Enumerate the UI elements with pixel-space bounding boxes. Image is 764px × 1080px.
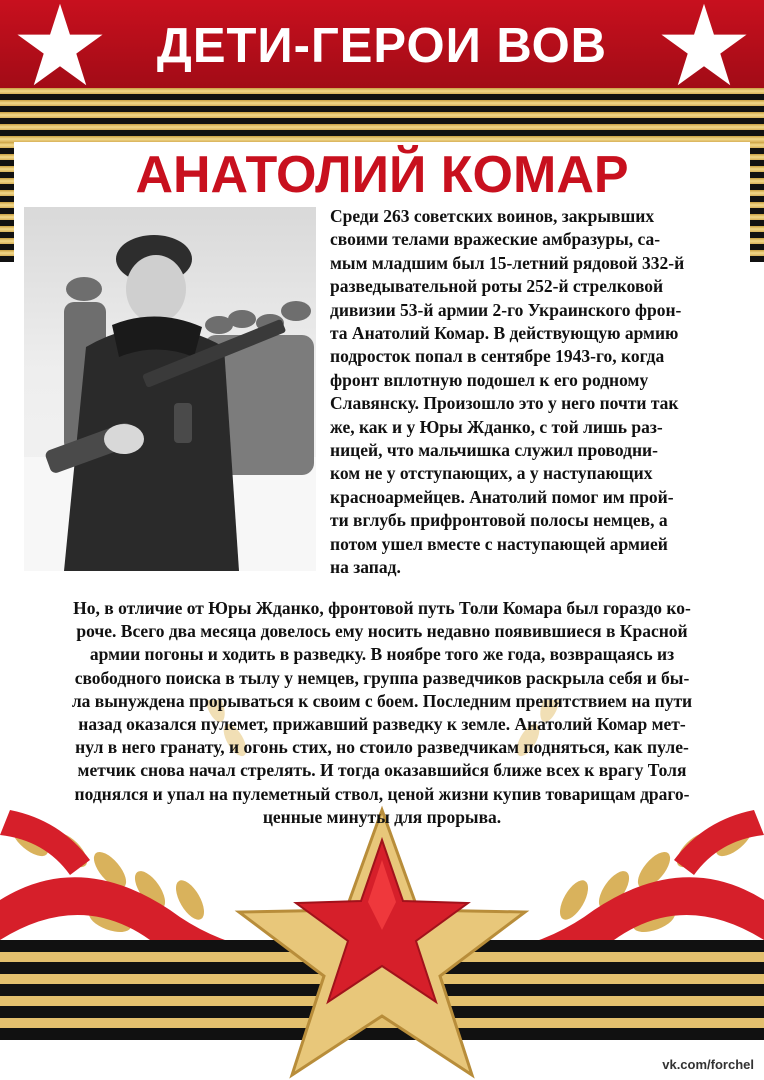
text-line: роче. Всего два месяца довелось ему носить недавно появившиеся в Красной	[76, 621, 688, 642]
text-line: ти вглубь прифронтовой полосы немцев, а	[330, 510, 668, 531]
hero-name: АНАТОЛИЙ КОМАР	[135, 146, 629, 204]
text-line: Но, в отличие от Юры Жданко, фронтовой путь Толи Комара был гораздо ко-	[73, 598, 691, 618]
paragraph-intro	[330, 205, 740, 580]
text-line: фронт вплотную подошел к его родному	[330, 369, 649, 390]
source-credit: vk.com/forchel	[662, 1057, 754, 1072]
text-line: дивизии 53-й армии 2-го Украинского фрон-	[330, 299, 682, 320]
text-line: своими телами вражеские амбразуры, са-	[330, 229, 661, 250]
text-line: нул в него гранату, и огонь стих, но стоило разведчикам подняться, как пуле-	[75, 737, 689, 758]
text-line: та Анатолий Комар. В действующую армию	[330, 323, 679, 344]
text-line: ком не у отступающих, а у наступающих	[330, 463, 653, 484]
text-line: поднялся и упал на пулеметный ствол, ценой жизни купив товарищам драго-	[74, 783, 690, 804]
text-line: назад оказался пулемет, прижавший разведку к земле. Анатолий Комар мет-	[78, 714, 686, 735]
paragraph-main	[20, 597, 744, 829]
text-line: разведывательной роты 252-й стрелковой	[330, 276, 664, 297]
text-line: же, как и у Юры Жданко, с той лишь раз-	[330, 416, 663, 437]
text-line: армии погоны и ходить в разведку. В ноябре того же года, возвращаясь из	[89, 644, 675, 665]
header-banner	[0, 0, 764, 90]
st-george-ribbon-top	[0, 88, 764, 142]
left-star-icon	[14, 2, 106, 88]
right-star-icon	[658, 2, 750, 88]
text-line: подросток попал в сентябре 1943-го, когда	[330, 346, 665, 367]
text-line: мым младшим был 15-летний рядовой 332-й	[330, 252, 685, 273]
text-line: на запад.	[330, 557, 401, 578]
text-line: потом ушел вместе с наступающей армией	[330, 533, 668, 554]
text-line: ла вынуждена прорываться к своим с боем. Последним препятствием на пути	[71, 690, 693, 711]
text-line: метчик снова начал стрелять. И тогда оказавшийся ближе всех к врагу Толя	[77, 760, 687, 781]
text-line: Среди 263 советских воинов, закрывших	[330, 206, 655, 226]
hero-photo	[24, 207, 316, 571]
text-line: ницей, что мальчишка служил проводни-	[330, 440, 658, 461]
text-line: ценные минуты для прорыва.	[262, 806, 502, 827]
page-title: ДЕТИ-ГЕРОИ ВОВ	[156, 19, 608, 73]
text-line: Славянску. Произошло это у него почти так	[330, 393, 679, 414]
text-line: красноармейцев. Анатолий помог им прой-	[330, 486, 674, 507]
text-line: свободного поиска в тылу у немцев, группа разведчиков раскрыла себя и бы-	[74, 667, 690, 688]
